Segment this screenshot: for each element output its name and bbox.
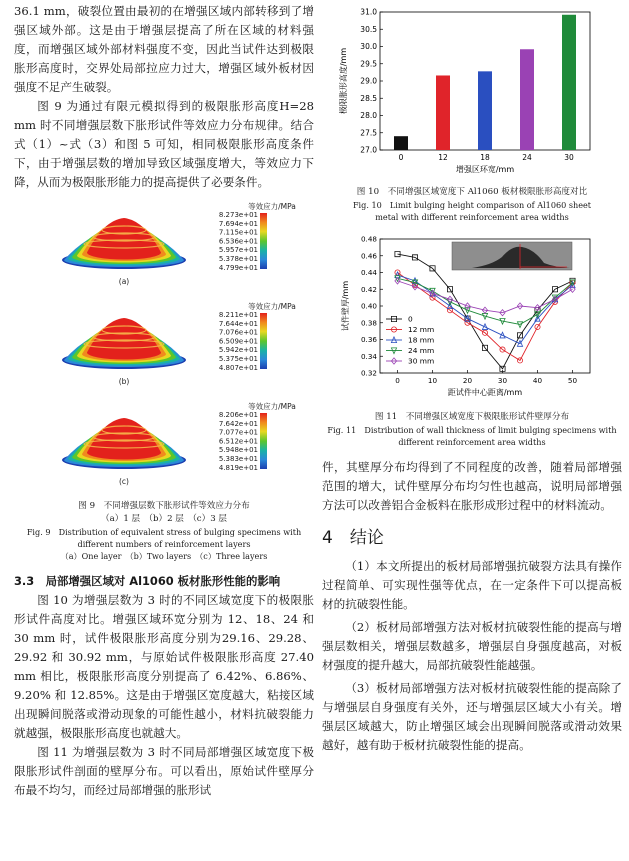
fig10-bar-12 [436, 75, 450, 150]
fig9-legend-value: 4.819e+01 [218, 463, 258, 472]
paragraph-fig10: 图 10 为增强层数为 3 时的不同区域宽度下的极限胀形试件高度对比。增强区域环宽分别为 12、18、24 和 30 mm 时，试件极限胀形高度分别为29.16、29.28、29.92 和 30.92 mm，与原始试件极限胀形高度 27.40 mm 相比，极限胀形高度分别提高了 6.42%、6.86%、9.20% 和 12.85%。这是由于增强区宽度越大，粘接区域出现瞬间脱落或滑动现象的可能性越小，材料抗破裂能力就越强，极限胀形高度也就越大。 [14, 593, 314, 740]
paragraph-fig9-intro: 图 9 为通过有限元模拟得到的极限胀形高度H=28 mm 时不同增强层数下胀形试件等效应力分布规律。结合式（1）~式（3）和图 5 可知，相同极限胀形高度条件下，由于增强层数的增加导致区域强度增大，等效应力下降，从而为极限胀形能力的提高提供了必要条件。 [14, 99, 314, 189]
fig9-legend-bar [260, 413, 267, 469]
fig11-ytick-label: 0.44 [360, 268, 377, 277]
fig9-panel-label: (a) [118, 277, 130, 286]
fig11-ytick-label: 0.48 [360, 234, 377, 244]
fig10-ytick-label: 27.0 [360, 145, 377, 155]
fig9-legend-value: 5.383e+01 [218, 455, 258, 463]
fig9-legend-value: 7.076e+01 [218, 328, 258, 337]
paragraph-breakage: 36.1 mm，破裂位置由最初的在增强区域内部转移到了增强区域外部。这是由于增强层提高了所在区域的材料强度，而增强区域外部材料强度不变，因此当试件达到极限胀形高度时，交界处局部拉应力过大，增强区域外板材因强度不足产生破裂。 [14, 4, 314, 94]
fig11-xtick-label: 0 [395, 376, 400, 385]
conclusion-1: （1）本文所提出的板材局部增强抗破裂方法具有操作过程简单、可实现性强等优点，在一定条件下可以提高板材的抗破裂性能。 [322, 559, 622, 611]
fig11-legend-label: 18 mm [408, 335, 435, 345]
fig10-ytick-label: 30.0 [360, 42, 377, 51]
fig9-panel-3 [62, 401, 296, 486]
fig10-ytick-label: 28.5 [360, 93, 377, 103]
paragraph-wall-thickness-cont: 件，其壁厚分布均得到了不同程度的改善，随着局部增强范围的增大，试件壁厚分布均匀性也越高，说明局部增强方法可以改善铝合金板料在胀形成形过程中的材料流动。 [322, 460, 622, 512]
fig10-bar-0 [394, 136, 408, 150]
fig11-caption-en: Fig. 11 Distribution of wall thickness of limit bulging specimens with [327, 425, 617, 435]
fig11-inset-photo [452, 242, 572, 270]
fig10-xtick-label: 0 [398, 153, 404, 162]
fig9-caption-cn-sub: （a）1 层 （b）2 层 （c）3 层 [101, 514, 227, 524]
fig10-ytick-label: 27.5 [360, 128, 377, 138]
fig11-legend-label: 24 mm [408, 346, 435, 356]
fig10-xtick-label: 24 [522, 153, 532, 162]
fig9-panel-label: (c) [119, 477, 129, 486]
fig10-ytick-label: 28.0 [360, 111, 377, 120]
fig9-legend-value: 5.957e+01 [218, 246, 258, 255]
fig11-xtick-label: 20 [462, 376, 473, 385]
fig11-legend-label: 0 [408, 314, 413, 324]
fig9-legend-value: 7.115e+01 [218, 228, 258, 237]
figure-10 [322, 0, 622, 186]
fig11-line-chart [322, 231, 622, 411]
fig10-bar-30 [562, 15, 576, 150]
fig10-ytick-label: 29.5 [360, 59, 377, 69]
fig9-panel-label: (b) [118, 377, 130, 386]
fig10-caption-cn: 图 10 不同增强区域宽度下 Al1060 板材极限胀形高度对比 [356, 187, 588, 197]
fig9-caption-en: Fig. 9 Distribution of equivalent stress of bulging specimens with [26, 527, 302, 537]
fig10-xtick-label: 12 [438, 153, 448, 162]
fig11-ytick-label: 0.38 [360, 318, 377, 328]
conclusion-2: （2）板材局部增强方法对板材抗破裂性能的提高与增强层数相关，增强层数越多，增强层自身强度越高，对板材强度的提升越大，局部抗破裂性能越强。 [322, 620, 622, 672]
fig11-ytick-label: 0.36 [360, 335, 377, 344]
fig9-legend-value: 5.942e+01 [218, 346, 258, 355]
fig9-legend-value: 4.799e+01 [218, 263, 258, 272]
fig10-caption [322, 186, 622, 223]
fig11-ytick-label: 0.42 [360, 284, 377, 294]
fig11-xtick-label: 40 [532, 376, 543, 385]
fig11-legend-label: 12 mm [408, 325, 435, 335]
fig9-panel-2 [62, 301, 296, 386]
fig9-legend-value: 5.375e+01 [218, 355, 258, 363]
fig9-caption-en-2: different numbers of reinforcement layers [77, 539, 251, 549]
figure-11 [322, 231, 622, 411]
paragraph-fig11: 图 11 为增强层数为 3 时不同局部增强区域宽度下极限胀形试件剖面的壁厚分布。可以看出，原始试件壁厚分布最不均匀，而经过局部增强的胀形试 [14, 745, 314, 797]
fig9-legend-value: 7.077e+01 [218, 428, 258, 437]
fig10-xtick-label: 30 [564, 153, 574, 162]
fig11-series-line [398, 281, 573, 313]
fig9-legend-bar [260, 213, 267, 269]
fig9-legend-value: 4.807e+01 [218, 363, 258, 372]
fig9-legend-value: 6.509e+01 [218, 337, 258, 346]
fig9-legend-value: 8.211e+01 [218, 311, 258, 319]
fig11-ytick-label: 0.34 [360, 351, 377, 361]
fig11-ytick-label: 0.46 [360, 251, 377, 261]
fig9-caption-cn: 图 9 不同增强层数下胀形试件等效应力分布 [78, 501, 250, 511]
fig9-legend-value: 6.536e+01 [218, 237, 258, 246]
fig10-bar-24 [520, 49, 534, 150]
fig11-ytick-label: 0.40 [360, 301, 377, 311]
fig9-legend-value: 6.512e+01 [218, 437, 258, 446]
fig9-legend-title: 等效应力/MPa [248, 302, 296, 311]
fig9-legend-value: 7.644e+01 [218, 319, 258, 328]
fig10-xlabel: 增强区环宽/mm [455, 165, 515, 174]
fig11-ytick-label: 0.32 [360, 368, 377, 378]
fig9-legend-value: 7.694e+01 [218, 219, 258, 228]
fig9-caption-en-sub: （a）One layer （b）Two layers （c）Three layers [60, 551, 268, 561]
fig9-stress-maps [14, 198, 314, 498]
conclusion-3: （3）板材局部增强方法对板材抗破裂性能的提高除了与增强层自身强度有关外，还与增强层区域大小有关。增强层区域越大，防止增强区域会出现瞬间脱落或滑动效果越好，越有助于板材抗破裂性能的提高。 [322, 681, 622, 752]
fig11-series-4 [395, 278, 575, 316]
fig11-xlabel: 距试件中心距离/mm [447, 388, 523, 397]
fig9-legend-value: 8.273e+01 [218, 211, 258, 219]
fig11-legend-label: 30 mm [408, 356, 435, 366]
fig9-legend-bar [260, 313, 267, 369]
left-column [14, 0, 314, 800]
fig11-caption [322, 411, 622, 448]
fig11-legend [386, 315, 434, 366]
fig10-ytick-label: 29.0 [360, 76, 377, 86]
fig9-legend-value: 5.948e+01 [218, 446, 258, 455]
fig11-series-3 [395, 276, 575, 328]
fig10-caption-en: Fig. 10 Limit bulging height comparison of Al1060 sheet [352, 200, 592, 210]
fig11-xtick-label: 50 [567, 376, 578, 385]
fig9-legend-value: 8.206e+01 [218, 411, 258, 419]
figure-9 [14, 198, 314, 498]
fig11-caption-en-2: different reinforcement area widths [398, 437, 546, 447]
fig10-xtick-label: 18 [480, 153, 490, 162]
section-3-3-heading: 3.3 局部增强区域对 Al1060 板材胀形性能的影响 [14, 574, 281, 588]
fig11-series-line [398, 278, 573, 324]
fig10-ytick-label: 31.0 [360, 7, 377, 17]
fig11-ylabel: 试件壁厚/mm [341, 280, 350, 332]
fig9-caption [14, 500, 314, 562]
fig10-bar-chart [322, 0, 622, 186]
fig9-legend-title: 等效应力/MPa [248, 402, 296, 411]
fig9-legend-title: 等效应力/MPa [248, 202, 296, 211]
fig11-xtick-label: 30 [497, 376, 508, 385]
fig9-legend-value: 5.378e+01 [218, 255, 258, 263]
fig9-panel-1 [62, 201, 296, 286]
fig9-legend-value: 7.642e+01 [218, 419, 258, 428]
fig10-ytick-label: 30.5 [360, 24, 377, 34]
fig10-ylabel: 极限胀形高度/mm [339, 47, 348, 115]
fig10-bar-18 [478, 71, 492, 150]
right-column [322, 0, 622, 755]
fig11-caption-cn: 图 11 不同增强区域宽度下极限胀形试件壁厚分布 [374, 412, 570, 422]
section-4-heading: 4 结论 [322, 528, 384, 548]
fig10-caption-en-2: metal with different reinforcement area widths [375, 212, 569, 222]
fig11-xtick-label: 10 [427, 376, 438, 385]
